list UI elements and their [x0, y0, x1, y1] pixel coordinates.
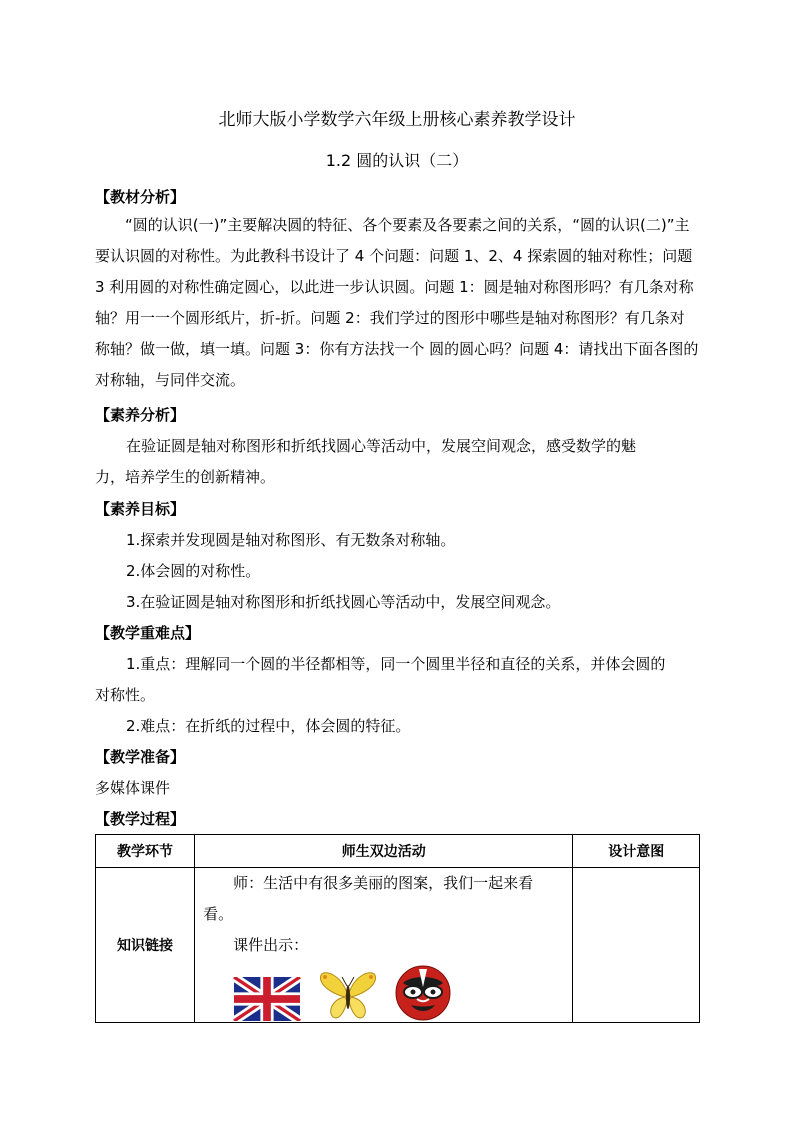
key-point-1-line-1: 1.重点：理解同一个圆的半径都相等，同一个圆里半径和直径的关系，并体会圆的 — [126, 655, 666, 673]
textbook-analysis-body: “圆的认识(一)”主要解决圆的特征、各个要素及各要素之间的关系，“圆的认识(二)”主要认识圆的对称性。为此教科书设计了 4 个问题：问题 1、2、4 探索圆的轴对称性；问题 3 利用圆的对称性确定圆心，以此进一步认识圆。问题 1：圆是轴对称图形吗？有几条对称轴？用一一个圆形纸片，折-折。问题 2：我们学过的图形中哪些是轴对称图形？有几条对称轴？做一做，填一填。问题 3：你有方法找一个 圆的圆心吗？问题 4：请找出下面各图的对称轴，与同伴交流。 — [95, 216, 699, 389]
column-header-intent: 设计意图 — [573, 835, 700, 868]
stage-cell: 知识链接 — [96, 868, 195, 1023]
table-row — [96, 868, 700, 1023]
process-table — [95, 834, 700, 1023]
key-point-1-line-2: 对称性。 — [95, 686, 156, 704]
intent-cell — [573, 868, 700, 1023]
literacy-analysis-heading: 【素养分析】 — [95, 406, 186, 424]
opera-mask-icon — [395, 965, 451, 1021]
column-header-stage: 教学环节 — [96, 835, 195, 868]
preparation-heading: 【教学准备】 — [95, 748, 186, 766]
courseware-images — [203, 963, 564, 1021]
key-point-2: 2.难点：在折纸的过程中，体会圆的特征。 — [126, 717, 411, 735]
column-header-activity: 师生双边活动 — [195, 835, 573, 868]
lesson-title: 1.2 圆的认识（二） — [325, 151, 469, 170]
butterfly-icon — [319, 969, 377, 1021]
table-header-row — [96, 835, 700, 868]
textbook-analysis-heading: 【教材分析】 — [95, 188, 186, 206]
union-jack-flag-icon — [233, 977, 301, 1021]
goal-item-1: 1.探索并发现圆是轴对称图形、有无数条对称轴。 — [126, 531, 456, 549]
document-title: 北师大版小学数学六年级上册核心素养教学设计 — [218, 110, 576, 130]
key-points-heading: 【教学重难点】 — [95, 624, 201, 642]
activity-line-3: 课件出示： — [233, 936, 309, 954]
activity-line-1: 师：生活中有很多美丽的图案，我们一起来看 — [233, 874, 534, 892]
goal-item-3: 3.在验证圆是轴对称图形和折纸找圆心等活动中，发展空间观念。 — [126, 593, 561, 611]
activity-cell — [195, 868, 573, 1023]
goal-item-2: 2.体会圆的对称性。 — [126, 562, 261, 580]
preparation-body: 多媒体课件 — [95, 779, 171, 797]
literacy-goals-heading: 【素养目标】 — [95, 500, 186, 518]
activity-line-2: 看。 — [203, 905, 234, 923]
process-heading: 【教学过程】 — [95, 810, 186, 828]
literacy-analysis-line-1: 在验证圆是轴对称图形和折纸找圆心等活动中，发展空间观念，感受数学的魅 — [126, 437, 637, 455]
literacy-analysis-line-2: 力，培养学生的创新精神。 — [95, 468, 276, 486]
